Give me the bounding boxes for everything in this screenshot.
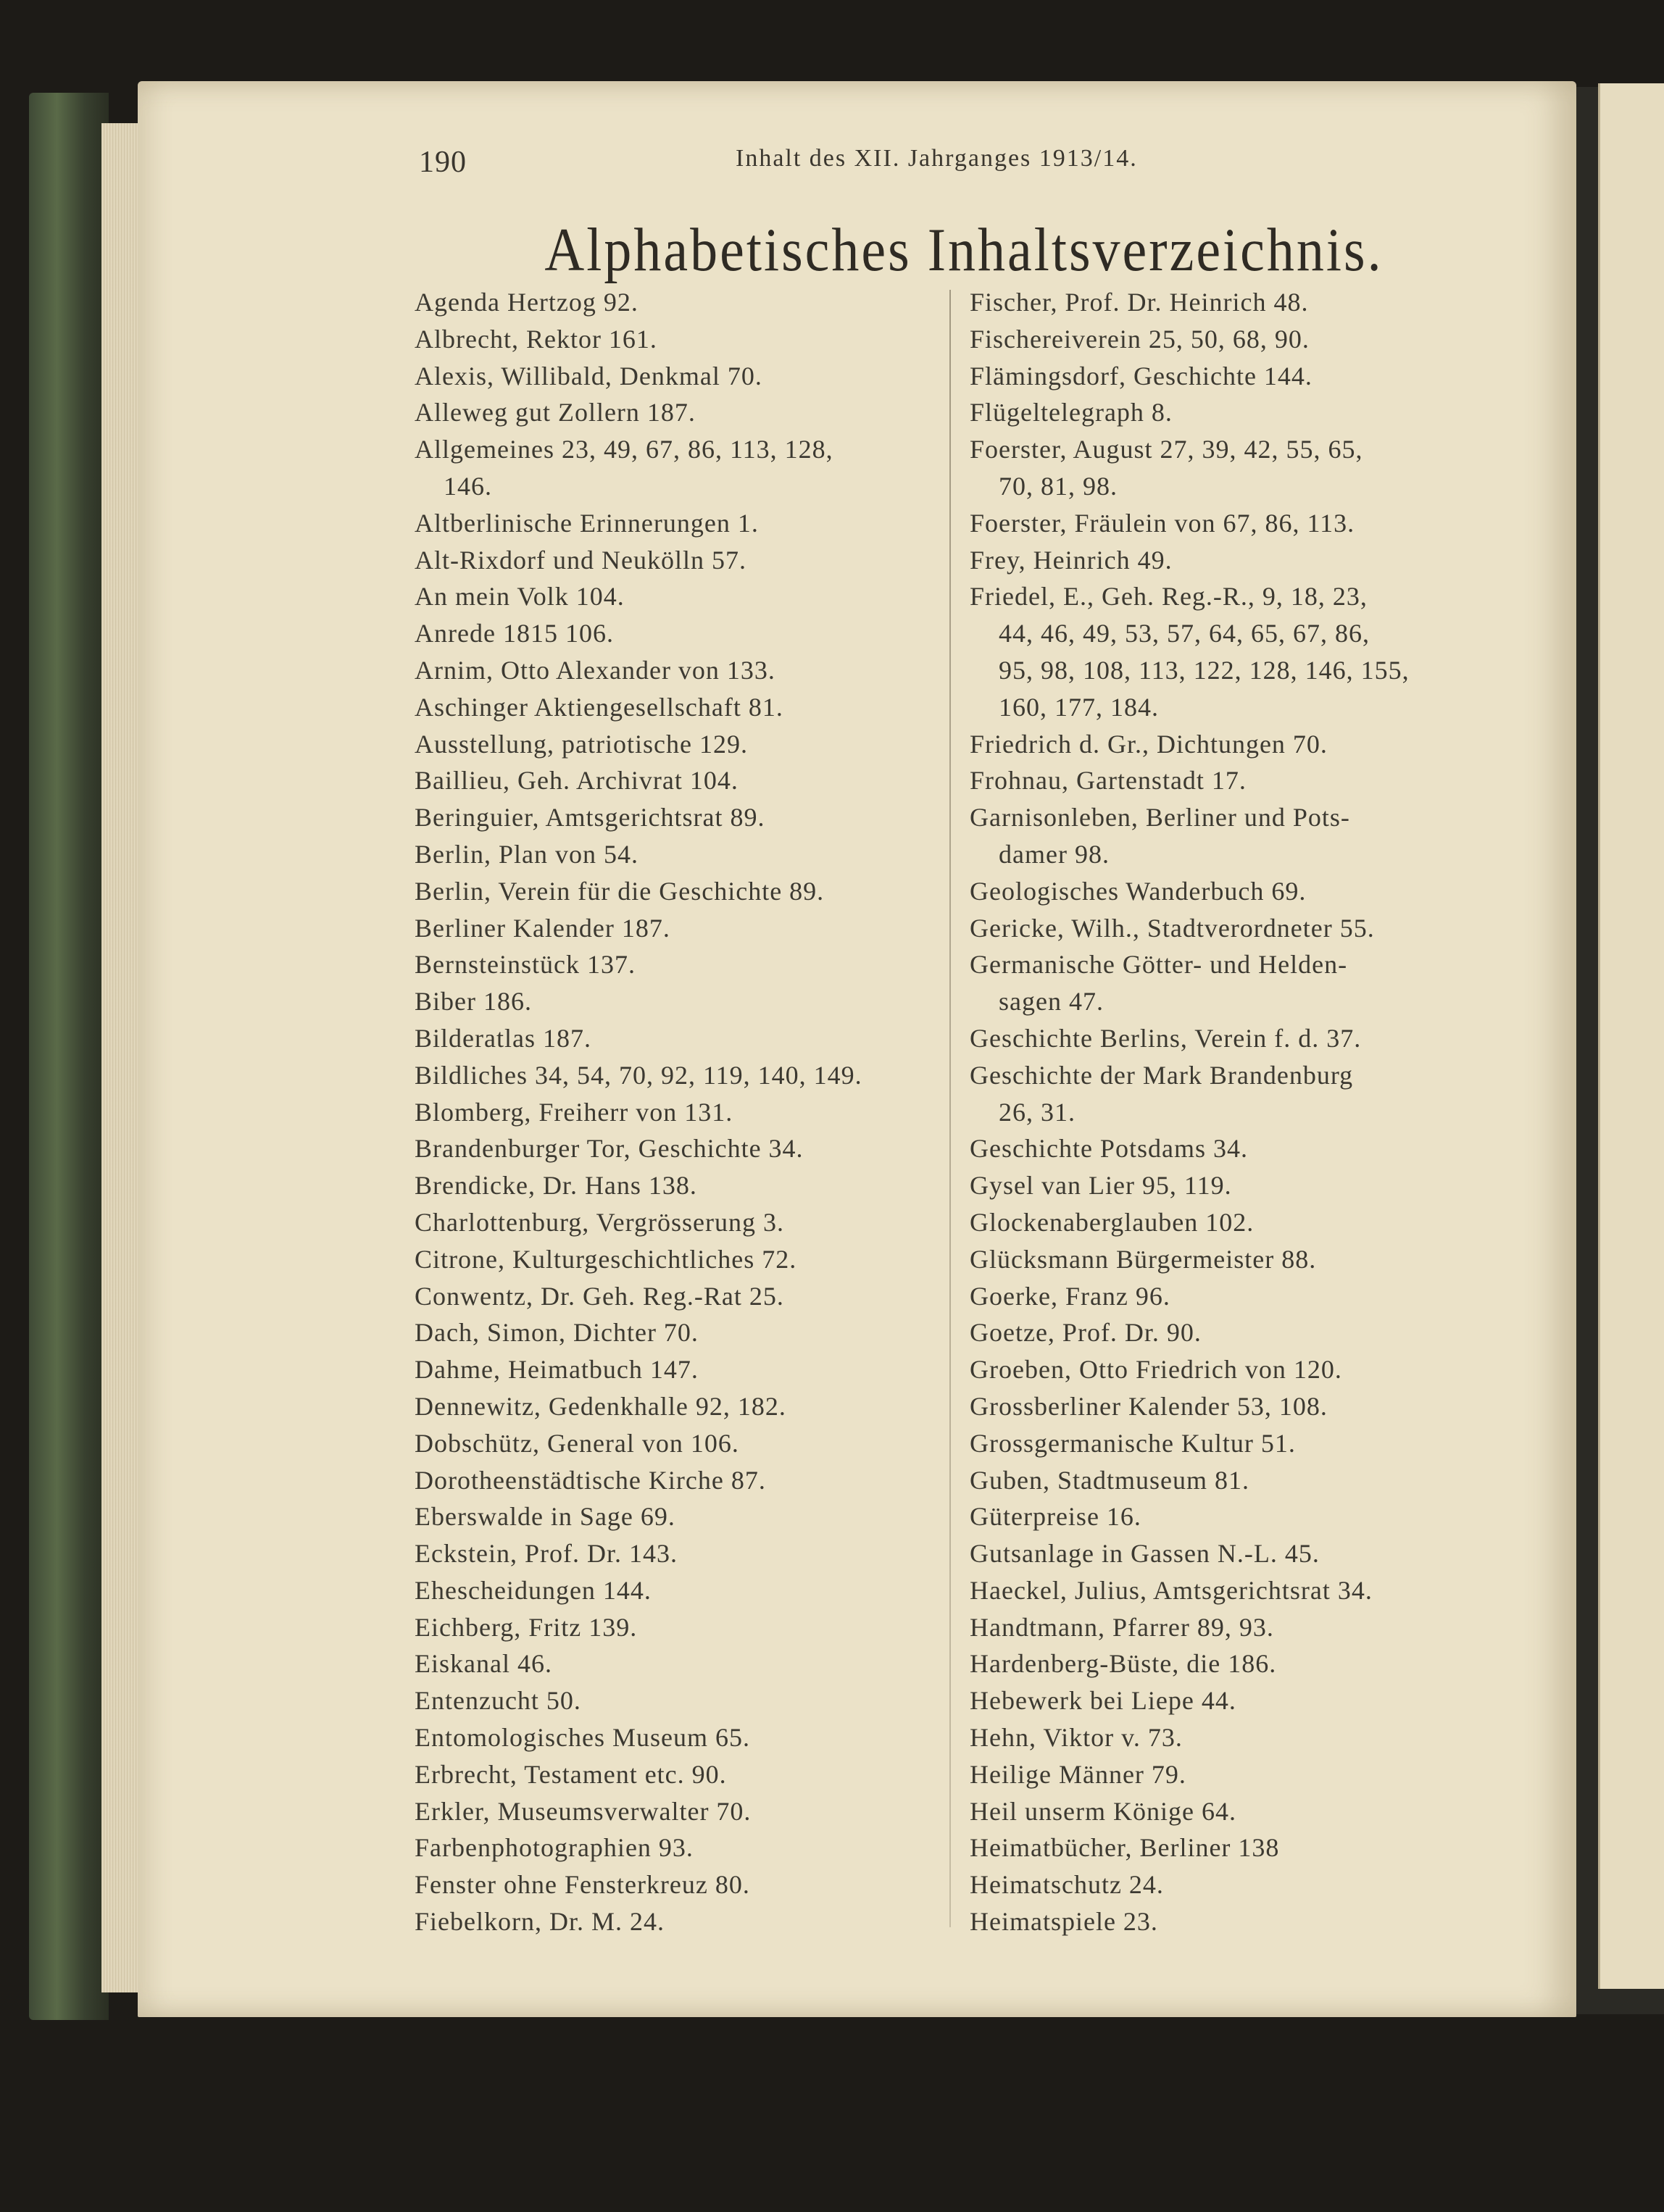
- index-entry-text: Brendicke, Dr. Hans 138.: [415, 1171, 697, 1201]
- index-entry: [970, 1903, 1492, 1940]
- index-entry-text: Heimatspiele 23.: [970, 1907, 1158, 1937]
- index-entry-text: Berliner Kalender 187.: [415, 913, 670, 943]
- index-entry: [970, 505, 1492, 542]
- index-entry: [415, 358, 944, 395]
- index-entry-text: Bernsteinstück 137.: [415, 950, 636, 980]
- index-entry: [970, 1388, 1492, 1425]
- index-entry-text: Dorotheenstädtische Kirche 87.: [415, 1465, 766, 1495]
- index-entry-text: Goerke, Franz 96.: [970, 1281, 1170, 1311]
- index-entry-text: Baillieu, Geh. Archivrat 104.: [415, 766, 739, 796]
- index-entry: [970, 1535, 1492, 1572]
- page-number: 190: [419, 146, 467, 179]
- index-entry: [415, 652, 944, 689]
- index-entry-text: Anrede 1815 106.: [415, 619, 614, 648]
- index-entry-text: Allgemeines 23, 49, 67, 86, 113, 128,: [415, 435, 833, 464]
- index-entry-text: Altberlinische Erinnerungen 1.: [415, 508, 759, 538]
- index-entry-text: Geschichte Potsdams 34.: [970, 1134, 1248, 1164]
- facing-page-edge: [1598, 83, 1664, 1989]
- index-entry-text: Citrone, Kulturgeschichtliches 72.: [415, 1244, 797, 1274]
- index-entry: [415, 983, 944, 1020]
- index-entry-text: Hardenberg-Büste, die 186.: [970, 1649, 1277, 1679]
- index-entry-text: Berlin, Verein für die Geschichte 89.: [415, 876, 825, 906]
- index-entry: [970, 1020, 1492, 1057]
- index-entry: [970, 1498, 1492, 1535]
- index-entry-text: Heimatschutz 24.: [970, 1870, 1164, 1900]
- index-entry: [415, 1645, 944, 1682]
- index-entry-text: Haeckel, Julius, Amtsgerichtsrat 34.: [970, 1575, 1373, 1605]
- index-entry-text: Eckstein, Prof. Dr. 143.: [415, 1539, 678, 1569]
- index-entry: [970, 1057, 1492, 1131]
- index-entry: [415, 726, 944, 763]
- index-entry-text: Guben, Stadtmuseum 81.: [970, 1465, 1249, 1495]
- index-entry: [970, 910, 1492, 947]
- index-entry: [970, 1241, 1492, 1278]
- index-entry: [415, 1535, 944, 1572]
- index-entry-text: Frey, Heinrich 49.: [970, 545, 1173, 575]
- index-entry: [415, 1351, 944, 1388]
- index-entry: [415, 1866, 944, 1903]
- index-entry-text: Groeben, Otto Friedrich von 120.: [970, 1355, 1342, 1385]
- index-entry: [415, 615, 944, 652]
- index-entry: [970, 1609, 1492, 1646]
- index-entry-text: Dobschütz, General von 106.: [415, 1428, 739, 1458]
- index-entry: [970, 1645, 1492, 1682]
- index-entry: [415, 762, 944, 799]
- index-entry: [415, 321, 944, 358]
- index-entry-text: Gericke, Wilh., Stadtverordneter 55.: [970, 913, 1375, 943]
- index-entry: [415, 1314, 944, 1351]
- index-entry-text: Albrecht, Rektor 161.: [415, 324, 657, 354]
- index-entry: [415, 1572, 944, 1609]
- index-entry-text: Aschinger Aktiengesellschaft 81.: [415, 692, 783, 722]
- index-entry: [970, 1866, 1492, 1903]
- index-entry: [970, 1829, 1492, 1866]
- index-entry: [415, 1682, 944, 1719]
- index-entry-text: Eberswalde in Sage 69.: [415, 1502, 675, 1532]
- index-entry-text: Dach, Simon, Dichter 70.: [415, 1318, 699, 1348]
- index-entry-text: Gutsanlage in Gassen N.-L. 45.: [970, 1539, 1320, 1569]
- index-entry: [415, 578, 944, 615]
- index-entry-text: An mein Volk 104.: [415, 582, 625, 612]
- index-entry: [415, 1462, 944, 1499]
- index-entry-text: Dennewitz, Gedenkhalle 92, 182.: [415, 1391, 786, 1421]
- index-entry: [970, 1204, 1492, 1241]
- index-entry: [415, 799, 944, 836]
- index-title: Alphabetisches Inhaltsverzeichnis.: [544, 215, 1384, 284]
- index-column-left: [415, 284, 944, 1940]
- index-entry-text: Bilderatlas 187.: [415, 1023, 591, 1053]
- index-entry-text: Güterpreise 16.: [970, 1502, 1141, 1532]
- index-entry-text: Glockenaberglauben 102.: [970, 1207, 1255, 1237]
- index-entry-text: Garnisonleben, Berliner und Pots-: [970, 803, 1350, 832]
- index-entry: [415, 1167, 944, 1204]
- index-entry-text: Eichberg, Fritz 139.: [415, 1612, 638, 1642]
- index-entry: [415, 542, 944, 579]
- index-entry: [970, 394, 1492, 431]
- index-entry-continuation: 160, 177, 184.: [999, 692, 1159, 722]
- index-entry-text: Heimatbücher, Berliner 138: [970, 1833, 1280, 1863]
- index-entry: [970, 1314, 1492, 1351]
- index-entry-text: Foerster, August 27, 39, 42, 55, 65,: [970, 435, 1363, 464]
- index-entry-continuation: 146.: [444, 471, 492, 501]
- index-entry: [415, 1498, 944, 1535]
- index-entry-text: Alleweg gut Zollern 187.: [415, 398, 696, 427]
- index-entry: [970, 1756, 1492, 1793]
- index-entry: [415, 1388, 944, 1425]
- index-entry-text: Alt-Rixdorf und Neukölln 57.: [415, 545, 746, 575]
- index-entry: [415, 431, 944, 505]
- index-entry: [970, 1130, 1492, 1167]
- index-entry: [970, 1351, 1492, 1388]
- index-entry-text: Flämingsdorf, Geschichte 144.: [970, 361, 1313, 391]
- column-divider: [949, 290, 951, 1927]
- index-entry-text: Grossberliner Kalender 53, 108.: [970, 1391, 1328, 1421]
- index-entry-text: Hebewerk bei Liepe 44.: [970, 1686, 1236, 1716]
- index-entry: [970, 799, 1492, 873]
- index-entry-text: Geologisches Wanderbuch 69.: [970, 876, 1307, 906]
- index-entry-text: Agenda Hertzog 92.: [415, 288, 638, 317]
- index-entry-text: Entenzucht 50.: [415, 1686, 581, 1716]
- index-entry: [415, 836, 944, 873]
- index-entry: [970, 431, 1492, 505]
- index-entry: [970, 873, 1492, 910]
- index-entry: [415, 1204, 944, 1241]
- index-entry: [415, 946, 944, 983]
- index-entry-continuation: 44, 46, 49, 53, 57, 64, 65, 67, 86,: [999, 619, 1370, 648]
- index-entry: [415, 1278, 944, 1315]
- index-entry: [970, 1793, 1492, 1830]
- index-entry: [970, 726, 1492, 763]
- index-entry-text: Fenster ohne Fensterkreuz 80.: [415, 1870, 750, 1900]
- index-entry: [415, 505, 944, 542]
- index-entry: [415, 910, 944, 947]
- index-entry-text: Beringuier, Amtsgerichtsrat 89.: [415, 803, 765, 832]
- index-entry: [970, 1425, 1492, 1462]
- index-entry-text: Friedrich d. Gr., Dichtungen 70.: [970, 729, 1328, 759]
- index-entry-continuation: 70, 81, 98.: [999, 471, 1118, 501]
- index-entry: [415, 1094, 944, 1131]
- index-entry: [415, 1241, 944, 1278]
- index-entry: [415, 1719, 944, 1756]
- index-entry-text: Erbrecht, Testament etc. 90.: [415, 1759, 727, 1789]
- index-entry-text: Berlin, Plan von 54.: [415, 839, 638, 869]
- index-entry: [415, 1756, 944, 1793]
- index-entry-text: Geschichte der Mark Brandenburg: [970, 1060, 1354, 1090]
- index-entry: [415, 689, 944, 726]
- index-entry-text: Ehescheidungen 144.: [415, 1575, 652, 1605]
- index-entry: [970, 946, 1492, 1020]
- index-entry-continuation: damer 98.: [999, 839, 1110, 869]
- index-entry: [970, 284, 1492, 321]
- index-entry: [970, 321, 1492, 358]
- index-entry-text: Farbenphotographien 93.: [415, 1833, 694, 1863]
- index-entry: [970, 1682, 1492, 1719]
- index-entry: [415, 1130, 944, 1167]
- running-title: Inhalt des XII. Jahrganges 1913/14.: [736, 145, 1138, 172]
- index-entry: [970, 1572, 1492, 1609]
- index-entry-text: Friedel, E., Geh. Reg.-R., 9, 18, 23,: [970, 582, 1368, 612]
- index-entry: [415, 394, 944, 431]
- index-entry: [415, 873, 944, 910]
- index-entry-text: Bildliches 34, 54, 70, 92, 119, 140, 149.: [415, 1060, 862, 1090]
- index-entry-text: Foerster, Fräulein von 67, 86, 113.: [970, 508, 1355, 538]
- index-entry-text: Heil unserm Könige 64.: [970, 1796, 1236, 1826]
- index-entry-text: Alexis, Willibald, Denkmal 70.: [415, 361, 762, 391]
- index-entry-continuation: 26, 31.: [999, 1097, 1076, 1127]
- index-entry-text: Geschichte Berlins, Verein f. d. 37.: [970, 1023, 1362, 1053]
- index-column-right: [970, 284, 1492, 1940]
- index-entry-text: Conwentz, Dr. Geh. Reg.-Rat 25.: [415, 1281, 784, 1311]
- index-entry: [415, 1020, 944, 1057]
- index-entry-text: Flügeltelegraph 8.: [970, 398, 1173, 427]
- index-entry-text: Hehn, Viktor v. 73.: [970, 1723, 1183, 1753]
- index-entry: [970, 1167, 1492, 1204]
- index-entry: [970, 358, 1492, 395]
- index-entry: [970, 1462, 1492, 1499]
- index-entry-text: Gysel van Lier 95, 119.: [970, 1171, 1232, 1201]
- index-entry: [970, 1719, 1492, 1756]
- index-entry-text: Fiebelkorn, Dr. M. 24.: [415, 1907, 665, 1937]
- index-entry: [415, 1829, 944, 1866]
- index-entry-text: Dahme, Heimatbuch 147.: [415, 1355, 699, 1385]
- index-entry-text: Entomologisches Museum 65.: [415, 1723, 750, 1753]
- index-entry: [415, 1793, 944, 1830]
- index-entry-text: Goetze, Prof. Dr. 90.: [970, 1318, 1202, 1348]
- index-entry-text: Ausstellung, patriotische 129.: [415, 729, 748, 759]
- index-entry-text: Arnim, Otto Alexander von 133.: [415, 655, 775, 685]
- index-entry-text: Glücksmann Bürgermeister 88.: [970, 1244, 1317, 1274]
- index-entry-text: Fischereiverein 25, 50, 68, 90.: [970, 324, 1310, 354]
- index-entry: [970, 578, 1492, 725]
- index-entry-text: Biber 186.: [415, 987, 532, 1017]
- index-entry-continuation: 95, 98, 108, 113, 122, 128, 146, 155,: [999, 655, 1410, 685]
- index-entry: [415, 1609, 944, 1646]
- index-entry-text: Germanische Götter- und Helden-: [970, 950, 1348, 980]
- index-entry: [415, 1425, 944, 1462]
- index-entry-text: Frohnau, Gartenstadt 17.: [970, 766, 1247, 796]
- index-entry-text: Handtmann, Pfarrer 89, 93.: [970, 1612, 1274, 1642]
- index-entry-text: Eiskanal 46.: [415, 1649, 552, 1679]
- index-entry: [970, 1278, 1492, 1315]
- index-entry: [415, 1903, 944, 1940]
- index-entry-continuation: sagen 47.: [999, 987, 1104, 1017]
- index-entry: [970, 762, 1492, 799]
- index-entry-text: Blomberg, Freiherr von 131.: [415, 1097, 733, 1127]
- book-cover-left: [29, 93, 109, 2020]
- index-entry-text: Brandenburger Tor, Geschichte 34.: [415, 1134, 804, 1164]
- index-entry-text: Erkler, Museumsverwalter 70.: [415, 1796, 752, 1826]
- index-entry: [415, 284, 944, 321]
- index-entry-text: Charlottenburg, Vergrösserung 3.: [415, 1207, 784, 1237]
- index-entry: [415, 1057, 944, 1094]
- index-entry: [970, 542, 1492, 579]
- index-entry-text: Grossgermanische Kultur 51.: [970, 1428, 1296, 1458]
- index-entry-text: Heilige Männer 79.: [970, 1759, 1186, 1789]
- index-entry-text: Fischer, Prof. Dr. Heinrich 48.: [970, 288, 1309, 317]
